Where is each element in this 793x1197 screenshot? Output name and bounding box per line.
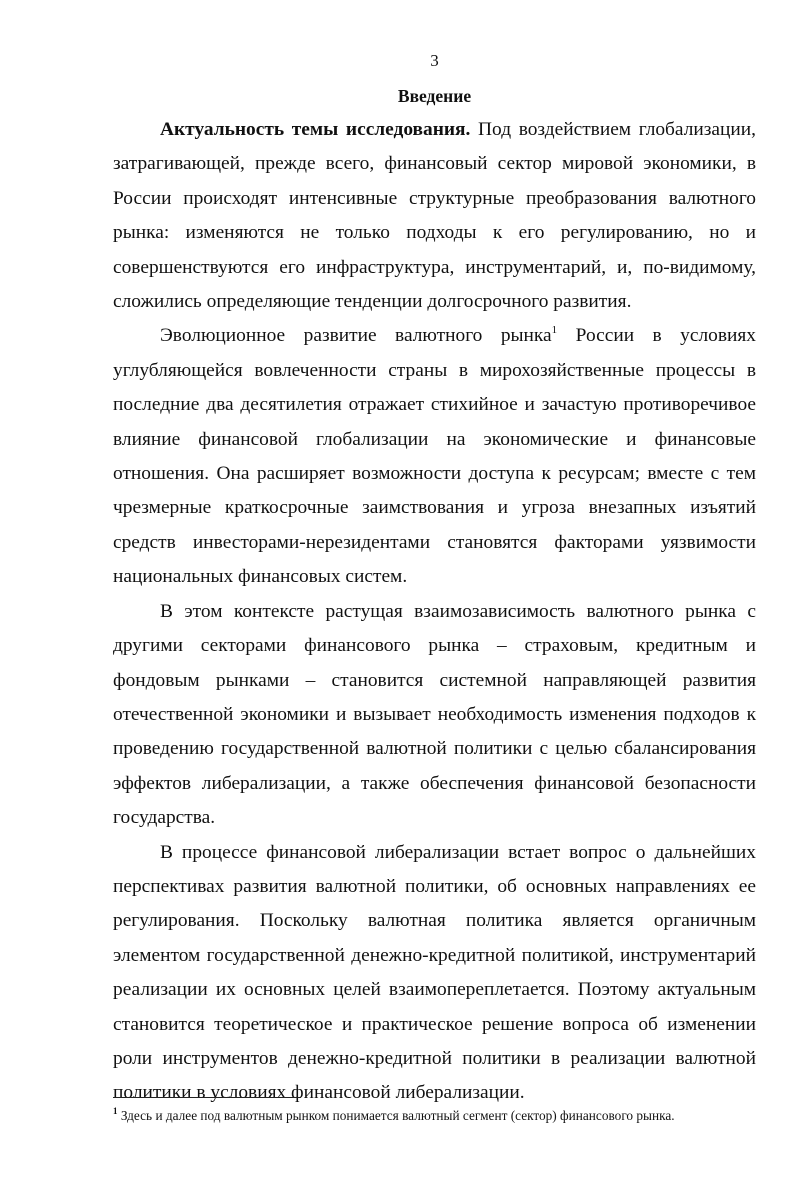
paragraph: [113, 595, 756, 836]
paragraph-text: В этом контексте растущая взаимозависимость валютного рынка с другими секторами финансового рынка – страховым, кредитным и фондовым рынками – становится системной направляющей развития отечественной экономики и вызывает необходимость изменения подходов к проведению государственной валютной политики с целью сбалансирования эффектов либерализации, а также обеспечения финансовой безопасности государства.: [113, 600, 756, 829]
paragraph: [113, 113, 756, 319]
paragraph-lead: Актуальность темы исследования.: [160, 119, 471, 140]
paragraph-text: Эволюционное развитие валютного рынка: [160, 325, 552, 347]
footnote: [113, 1107, 756, 1124]
footnote-divider: [113, 1097, 301, 1098]
footnote-mark: 1: [113, 1106, 118, 1116]
paragraph: [113, 836, 756, 1111]
body-text: [113, 113, 756, 1111]
paragraph-text: В процессе финансовой либерализации встает вопрос о дальнейших перспективах развития валютной политики, об основных направлениях ее регулирования. Поскольку валютная политика является органичным элементом государственной денежно-кредитной политикой, инструментарий реализации их основных целей взаимопереплетается. Поэтому актуальным становится теоретическое и практическое решение вопроса об изменении роли инструментов денежно-кредитной политики в реализации валютной политики в условиях финансовой либерализации.: [113, 841, 756, 1104]
section-heading: Введение: [397, 86, 472, 106]
paragraph-text: Под воздействием глобализации, затрагивающей, прежде всего, финансовый сектор мировой экономики, в России происходят интенсивные структурные преобразования валютного рынка: изменяются не только подходы к его регулированию, но и совершенствуются его инфраструктура, инструментарий, и, по-видимому, сложились определяющие тенденции долгосрочного развития.: [113, 119, 757, 313]
paragraph: [113, 319, 756, 594]
paragraph-text: России в условиях углубляющейся вовлеченности страны в мирохозяйственные процессы в последние два десятилетия отражает стихийное и зачастую противоречивое влияние финансовой глобализации на экономические и финансовые отношения. Она расширяет возможности доступа к ресурсам; вместе с тем чрезмерные краткосрочные заимствования и угроза внезапных изъятий средств инвесторами-нерезидентами становятся факторами уязвимости национальных финансовых систем.: [113, 325, 757, 588]
footnote-reference: 1: [551, 324, 558, 337]
footnote-text: Здесь и далее под валютным рынком понимается валютный сегмент (сектор) финансового рынка.: [117, 1108, 675, 1123]
page-number: 3: [430, 51, 439, 70]
